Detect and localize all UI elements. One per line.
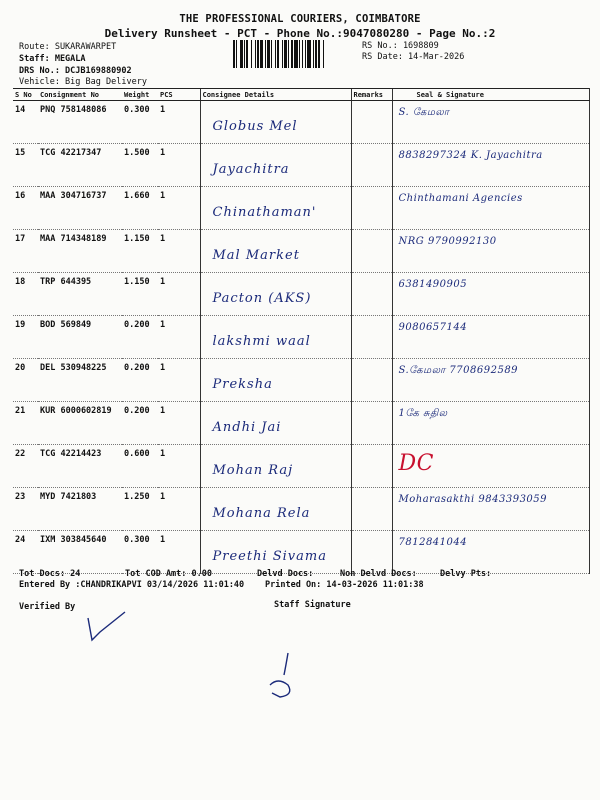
row-consignment-no [38,531,122,574]
consignee-handwriting: Mohana Rela [212,506,311,521]
row-weight [122,230,158,273]
row-sno-text: 21 [15,406,26,416]
row-consignment-no [38,402,122,445]
row-weight-text: 1.150 [124,234,150,244]
row-sno [13,488,38,531]
consignee-handwriting: Chinathaman' [212,205,317,220]
row-consignee [200,359,351,402]
row-remarks [351,230,392,273]
table-header-row [13,89,589,101]
row-remarks [351,144,392,187]
row-pcs-text: 1 [160,105,166,115]
total-docs: Tot Docs: 24 [19,569,81,579]
non-delivered-docs: Non Delvd Docs: [340,569,417,579]
consignee-handwriting: Mohan Raj [212,463,294,478]
route-label: Route: SUKARAWARPET [19,42,117,52]
row-consignment-no [38,316,122,359]
row-consignment-no-text: DEL 530948225 [40,363,107,373]
row-sno-text: 24 [15,535,26,545]
row-weight-text: 0.200 [124,406,150,416]
consignee-handwriting: Globus Mel [212,119,298,134]
delivered-docs: Delvd Docs: [257,569,314,579]
row-seal-signature [392,316,589,359]
row-consignment-no-text: BOD 569849 [40,320,92,330]
row-consignment-no-text: MAA 304716737 [40,191,107,201]
row-consignment-no-text: IXM 303845640 [40,535,107,545]
row-pcs [158,144,200,187]
seal-signature-text: Chinthamani Agencies [398,193,523,204]
row-pcs-text: 1 [160,449,166,459]
row-consignment-no [38,101,122,144]
barcode [233,40,358,68]
row-pcs [158,273,200,316]
table-row [13,144,589,187]
row-remarks [351,101,392,144]
row-pcs [158,445,200,488]
seal-signature-text: S. கேமலா [398,107,450,118]
row-sno-text: 19 [15,320,26,330]
row-pcs-text: 1 [160,406,166,416]
seal-signature-text: 6381490905 [398,279,468,290]
row-weight-text: 1.500 [124,148,150,158]
table-row [13,488,589,531]
printed-on: Printed On: 14-03-2026 11:01:38 [265,580,424,590]
row-sno [13,359,38,402]
row-remarks [351,359,392,402]
row-weight [122,402,158,445]
row-seal-signature [392,187,589,230]
row-weight [122,144,158,187]
row-sno [13,230,38,273]
row-consignment-no [38,445,122,488]
row-remarks [351,187,392,230]
row-consignment-no [38,359,122,402]
seal-signature-text: 8838297324 K. Jayachitra [398,150,543,161]
consignee-handwriting: Preksha [212,377,273,392]
row-weight-text: 0.200 [124,363,150,373]
seal-signature-text: 1கே சுதில [398,408,448,419]
company-name: THE PROFESSIONAL COURIERS, COIMBATORE [179,13,421,25]
col-header-weight: Weight [122,89,158,101]
row-sno-text: 15 [15,148,26,158]
row-seal-signature [392,230,589,273]
entered-by: Entered By :CHANDRIKAPVI 03/14/2026 11:01:40 [19,580,245,590]
row-pcs [158,101,200,144]
seal-signature-text: 9080657144 [398,322,468,333]
row-pcs [158,359,200,402]
row-pcs-text: 1 [160,234,166,244]
seal-signature-text: DC [398,451,434,476]
row-weight [122,316,158,359]
row-consignment-no [38,488,122,531]
row-weight [122,531,158,574]
row-consignment-no-text: TCG 42217347 [40,148,102,158]
row-remarks [351,488,392,531]
row-weight-text: 1.660 [124,191,150,201]
row-pcs [158,531,200,574]
row-seal-signature [392,101,589,144]
row-sno-text: 22 [15,449,26,459]
staff-label: Staff: MEGALA [19,54,86,64]
row-consignment-no-text: KUR 6000602819 [40,406,112,416]
row-pcs-text: 1 [160,535,166,545]
row-seal-signature [392,488,589,531]
row-pcs [158,230,200,273]
col-header-remarks: Remarks [351,89,392,101]
row-weight-text: 1.150 [124,277,150,287]
row-sno-text: 18 [15,277,26,287]
row-pcs [158,488,200,531]
row-consignee [200,101,351,144]
row-consignment-no-text: MYD 7421803 [40,492,97,502]
row-weight-text: 0.300 [124,535,150,545]
row-consignee [200,273,351,316]
row-pcs [158,402,200,445]
verifier-signature [80,610,140,650]
row-consignee [200,230,351,273]
row-pcs [158,187,200,230]
row-consignee [200,187,351,230]
table-row [13,359,589,402]
row-consignee [200,144,351,187]
row-pcs-text: 1 [160,363,166,373]
row-sno-text: 20 [15,363,26,373]
row-weight [122,359,158,402]
row-seal-signature [392,273,589,316]
col-header-pcs: PCS [158,89,200,101]
row-weight [122,445,158,488]
table-row [13,316,589,359]
row-consignment-no [38,144,122,187]
row-consignment-no [38,187,122,230]
row-pcs [158,316,200,359]
row-remarks [351,316,392,359]
row-pcs-text: 1 [160,277,166,287]
table-row [13,273,589,316]
row-sno-text: 23 [15,492,26,502]
row-consignee [200,445,351,488]
consignee-handwriting: Mal Market [212,248,300,263]
row-weight [122,488,158,531]
row-sno [13,101,38,144]
row-consignee [200,531,351,574]
rs-number: RS No.: 1698809 [362,41,439,51]
row-consignment-no [38,230,122,273]
row-seal-signature [392,402,589,445]
row-weight-text: 0.300 [124,105,150,115]
consignee-handwriting: lakshmi waal [212,334,311,349]
row-pcs-text: 1 [160,148,166,158]
table-row [13,445,589,488]
drs-number: DRS No.: DCJB169880902 [19,66,132,76]
consignee-handwriting: Andhi Jai [212,420,282,435]
row-remarks [351,402,392,445]
runsheet-title: Delivery Runsheet - PCT - Phone No.:9047080280 - Page No.:2 [104,27,496,40]
row-consignee [200,488,351,531]
row-consignment-no [38,273,122,316]
seal-signature-text: NRG 9790992130 [398,236,497,247]
staff-signature-mark [258,645,308,705]
vehicle-label: Vehicle: Big Bag Delivery [19,77,147,87]
row-weight-text: 0.600 [124,449,150,459]
row-sno [13,531,38,574]
row-weight-text: 0.200 [124,320,150,330]
row-seal-signature [392,359,589,402]
row-sno-text: 17 [15,234,26,244]
row-pcs-text: 1 [160,320,166,330]
consignee-handwriting: Jayachitra [212,162,290,177]
row-consignee [200,402,351,445]
row-remarks [351,445,392,488]
row-weight [122,187,158,230]
row-consignment-no-text: MAA 714348189 [40,234,107,244]
row-sno [13,273,38,316]
row-sno-text: 14 [15,105,26,115]
row-seal-signature [392,531,589,574]
col-header-sno: S No [13,89,38,101]
row-sno [13,402,38,445]
row-consignment-no-text: PNQ 758148086 [40,105,107,115]
row-consignee [200,316,351,359]
col-header-consignee: Consignee Details [200,89,351,101]
table-row [13,230,589,273]
delivery-table [13,88,590,574]
seal-signature-text: S.கேமலா 7708692589 [398,365,519,376]
total-cod-amount: Tot COD Amt: 0.00 [125,569,212,579]
seal-signature-text: 7812841044 [398,537,468,548]
row-seal-signature [392,144,589,187]
row-sno [13,144,38,187]
rs-date: RS Date: 14-Mar-2026 [362,52,465,62]
row-weight [122,273,158,316]
row-sno [13,187,38,230]
row-weight-text: 1.250 [124,492,150,502]
delivery-points: Delvy Pts: [440,569,492,579]
table-row [13,531,589,574]
row-remarks [351,273,392,316]
row-consignment-no-text: TRP 644395 [40,277,92,287]
row-consignment-no-text: TCG 42214423 [40,449,102,459]
row-sno-text: 16 [15,191,26,201]
col-header-consignment: Consignment No [38,89,122,101]
verified-by-label: Verified By [19,602,76,612]
row-weight [122,101,158,144]
row-sno [13,316,38,359]
staff-signature-label: Staff Signature [274,600,351,610]
table-row [13,187,589,230]
consignee-handwriting: Preethi Sivama [212,549,327,564]
col-header-seal: Seal & Signature [392,89,589,101]
table-row [13,402,589,445]
row-pcs-text: 1 [160,492,166,502]
consignee-handwriting: Pacton (AKS) [212,291,312,306]
row-remarks [351,531,392,574]
row-seal-signature [392,445,589,488]
row-pcs-text: 1 [160,191,166,201]
seal-signature-text: Moharasakthi 9843393059 [398,494,548,505]
row-sno [13,445,38,488]
table-row [13,101,589,144]
